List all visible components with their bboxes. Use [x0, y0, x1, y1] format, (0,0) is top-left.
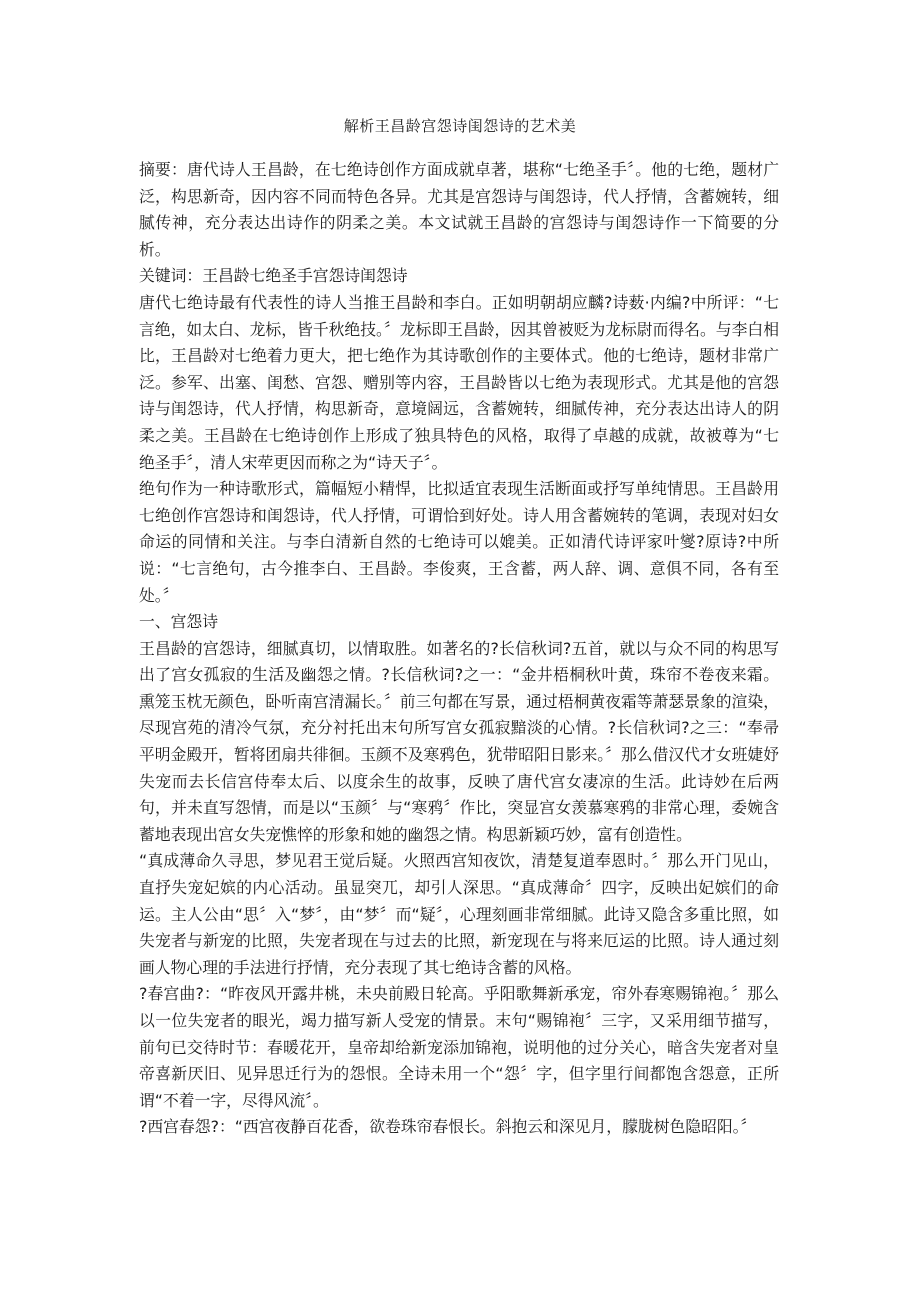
body-paragraph: 唐代七绝诗最有代表性的诗人当推王昌龄和李白。正如明朝胡应麟?诗薮·内编?中所评：“七言绝，如太白、龙标，皆千秋绝技。〞龙标即王昌龄，因其曾被贬为龙标尉而得名。与李白相比，王昌龄对七绝着力更大，把七绝作为其诗歌创作的主要体式。他的七绝诗，题材非常广泛。参军、出塞、闺愁、宫怨、赠别等内容，王昌龄皆以七绝为表现形式。尤其是他的宫怨诗与闺怨诗，代人抒情，构思新奇，意境阔远，含蓄婉转，细腻传神，充分表达出诗人的阴柔之美。王昌龄在七绝诗创作上形成了独具特色的风格，取得了卓越的成就，故被尊为“七绝圣手〞，清人宋荦更因而称之为“诗天子〞。 — [139, 292, 779, 472]
section-heading: 一、宫怨诗 — [139, 612, 218, 632]
document-body — [139, 157, 779, 1141]
body-paragraph: ?西宫春怨?：“西宫夜静百花香，欲卷珠帘春恨长。斜抱云和深见月，朦胧树色隐昭阳。〞 — [139, 1117, 757, 1137]
body-paragraph: ?春宫曲?：“昨夜风开露井桃，未央前殿日轮高。乎阳歌舞新承宠，帘外春寒赐锦袍。〞那么以一位失宠者的眼光，竭力描写新人受宠的情景。末句“赐锦袍〞三字，又采用细节描写，前句已交待时节：春暖花开，皇帝却给新宠添加锦袍，说明他的过分关心，暗含失宠者对皇帝喜新厌旧、见异思迁行为的怨恨。全诗未用一个“怨〞字，但字里行间都饱含怨意，正所谓“不着一字，尽得风流〞。 — [139, 984, 779, 1110]
body-paragraph: 王昌龄的宫怨诗，细腻真切，以情取胜。如著名的?长信秋词?五首，就以与众不同的构思写出了宫女孤寂的生活及幽怨之情。?长信秋词?之一：“金井梧桐秋叶黄，珠帘不卷夜来霜。熏笼玉枕无颜色，卧听南宫清漏长。〞前三句都在写景，通过梧桐黄夜霜等萧瑟景象的渲染，尽现宫苑的清冷气氛，充分衬托出末句所写宫女孤寂黯淡的心情。?长信秋词?之三：“奉帚平明金殿开，暂将团扇共徘徊。玉颜不及寒鸦色，犹带昭阳日影来。〞那么借汉代才女班婕妤失宠而去长信宫侍奉太后、以度余生的故事，反映了唐代宫女凄凉的生活。此诗妙在后两句，并未直写怨情，而是以“玉颜〞与“寒鸦〞作比，突显宫女羡慕寒鸦的非常心理，委婉含蓄地表现出宫女失宠憔悴的形象和她的幽怨之情。构思新颖巧妙，富有创造性。 — [139, 638, 779, 844]
abstract-paragraph: 摘要：唐代诗人王昌龄，在七绝诗创作方面成就卓著，堪称“七绝圣手〞。他的七绝，题材广泛，构思新奇，因内容不同而特色各异。尤其是宫怨诗与闺怨诗，代人抒情，含蓄婉转，细腻传神，充分表达出诗作的阴柔之美。本文试就王昌龄的宫怨诗与闺怨诗作一下简要的分析。 — [139, 160, 779, 259]
body-paragraph: “真成薄命久寻思，梦见君王觉后疑。火照西宫知夜饮，清楚复道奉恩时。〞那么开门见山，直抒失宠妃嫔的内心活动。虽显突兀，却引人深思。“真成薄命〞四字，反映出妃嫔们的命运。主人公由“思〞入“梦〞，由“梦〞而“疑〞，心理刻画非常细腻。此诗又隐含多重比照，如失宠者与新宠的比照，失宠者现在与过去的比照，新宠现在与将来厄运的比照。诗人通过刻画人物心理的手法进行抒情，充分表现了其七绝诗含蓄的风格。 — [139, 851, 779, 977]
body-paragraph: 绝句作为一种诗歌形式，篇幅短小精悍，比拟适宜表现生活断面或抒写单纯情思。王昌龄用七绝创作宫怨诗和闺怨诗，代人抒情，可谓恰到好处。诗人用含蓄婉转的笔调，表现对妇女命运的同情和关注。与李白清新自然的七绝诗可以媲美。正如清代诗评家叶燮?原诗?中所说：“七言绝句，古今推李白、王昌龄。李俊爽，王含蓄，两人辞、调、意俱不同，各有至处。〞 — [139, 479, 779, 605]
document-title: 解析王昌龄宫怨诗闺怨诗的艺术美 — [343, 117, 577, 135]
keywords-paragraph: 关键词：王昌龄七绝圣手宫怨诗闺怨诗 — [139, 266, 408, 286]
